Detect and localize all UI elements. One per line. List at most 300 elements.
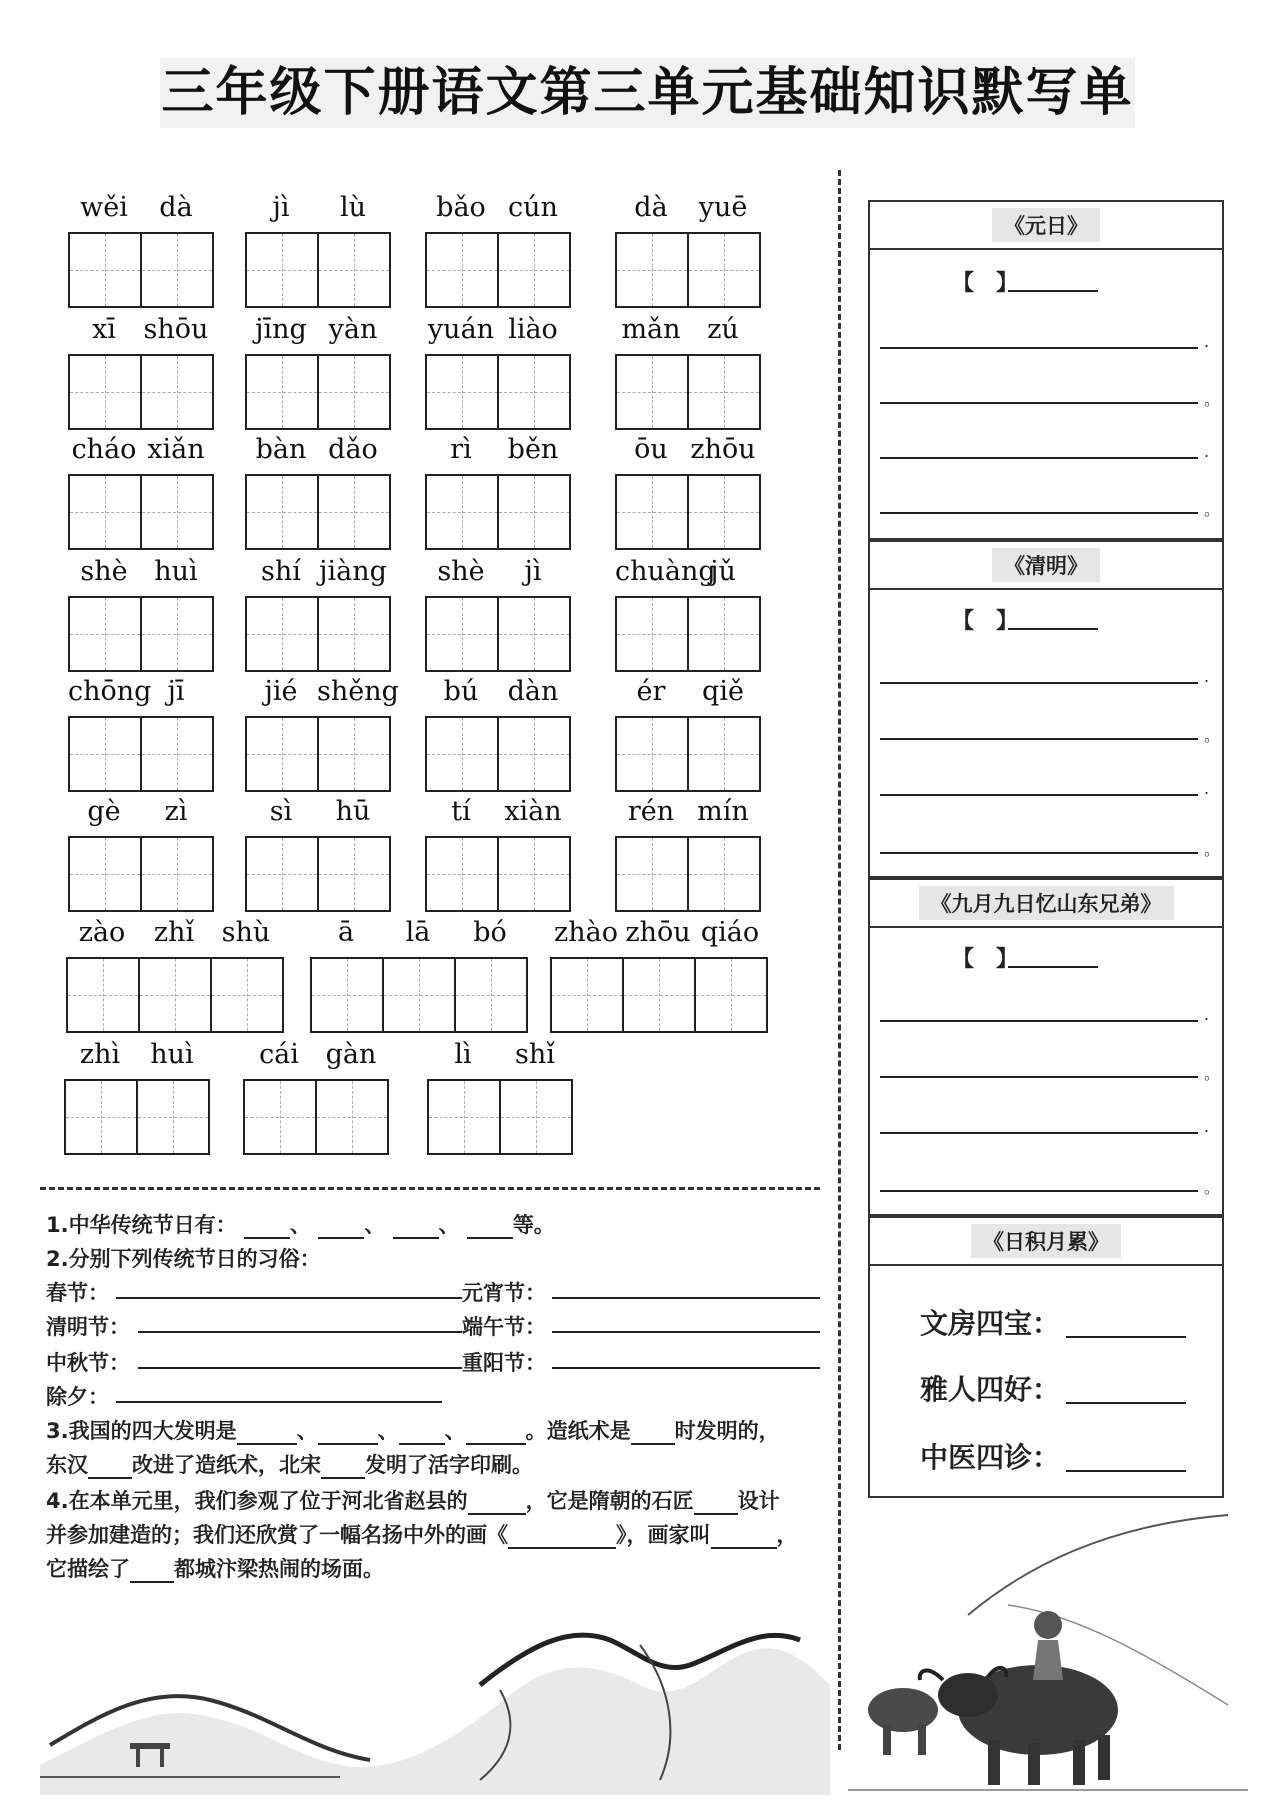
character-box[interactable]: [617, 234, 689, 306]
poem-panel-qingming: [868, 540, 1224, 878]
word-group: [64, 1035, 210, 1155]
q3-text-b: 。造纸术是: [525, 1419, 631, 1443]
pinyin: bǎo: [436, 192, 486, 223]
pinyin-row: [245, 188, 389, 228]
pinyin: chuàng: [615, 556, 716, 587]
pinyin-row: [68, 672, 212, 712]
question-4-line-1: [46, 1485, 780, 1515]
pinyin-row: [615, 552, 759, 592]
poem-line-2-yuanri[interactable]: [880, 402, 1198, 404]
pinyin: wěi: [80, 192, 128, 223]
pinyin: rén: [627, 796, 675, 827]
q1-blank-2[interactable]: [318, 1217, 364, 1239]
word-group: [615, 552, 761, 672]
poem-line-2-qingming[interactable]: [880, 738, 1198, 740]
pinyin: lù: [339, 192, 367, 223]
character-box[interactable]: [689, 838, 761, 910]
word-group: [245, 310, 391, 430]
word-group: [427, 1035, 573, 1155]
pinyin: dàn: [507, 676, 559, 707]
word-group: [245, 188, 391, 308]
character-box[interactable]: [499, 838, 571, 910]
pinyin: zào: [78, 917, 126, 948]
pinyin-row: [68, 792, 212, 832]
pinyin: běn: [507, 434, 559, 465]
character-box[interactable]: [247, 598, 319, 670]
tianzige-boxes: [245, 836, 391, 912]
pinyin: xī: [92, 314, 116, 345]
poem-punct-4: 。: [1204, 1178, 1221, 1197]
tianzige-boxes: [68, 474, 214, 550]
pinyin-row: [425, 792, 569, 832]
pinyin: liào: [508, 314, 558, 345]
poem-title-yuanri: 《元日》: [992, 208, 1100, 242]
festival-line-qingming[interactable]: [138, 1331, 462, 1333]
tianzige-boxes: [245, 232, 391, 308]
poem-author-bracket-jiuyue: 【 】: [952, 947, 1019, 972]
tianzige-boxes: [245, 716, 391, 792]
poem-punct-3: .: [1204, 1117, 1210, 1136]
character-box[interactable]: [142, 476, 214, 548]
poem-line-1-qingming[interactable]: [880, 682, 1198, 684]
word-group: [425, 188, 571, 308]
pinyin-row: [615, 430, 759, 470]
idiom-line-wenfang[interactable]: [1066, 1336, 1186, 1338]
q4-text-d: 并参加建造的；我们还欣赏了一幅名扬中外的画《: [46, 1523, 508, 1547]
pinyin: shù: [221, 917, 271, 948]
character-box[interactable]: [319, 838, 391, 910]
poem-panel-yuanri: [868, 200, 1224, 540]
q4-text-c: 设计: [737, 1489, 780, 1513]
poem-author-line-qingming[interactable]: [1008, 628, 1098, 630]
question-3-line-2: [46, 1449, 533, 1479]
character-box[interactable]: [247, 718, 319, 790]
word-group: [245, 430, 391, 550]
q1-end: 等。: [512, 1213, 555, 1237]
pinyin: cháo: [71, 434, 137, 465]
poem-panel-jiuyue: [868, 878, 1224, 1216]
tianzige-boxes: [245, 354, 391, 430]
pinyin-row: [245, 430, 389, 470]
tianzige-boxes: [245, 596, 391, 672]
pinyin-row: [425, 552, 569, 592]
poem-author-bracket-yuanri: 【 】: [952, 271, 1019, 296]
idiom-label-yaren: 雅人四好：: [920, 1373, 1061, 1406]
pinyin: shè: [437, 556, 485, 587]
poem-author-line-yuanri[interactable]: [1008, 290, 1098, 292]
character-box[interactable]: [140, 959, 212, 1031]
q1-label: 1.中华传统节日有：: [46, 1213, 237, 1237]
character-box[interactable]: [427, 718, 499, 790]
pinyin: mǎn: [621, 314, 681, 345]
vertical-divider: [838, 170, 841, 1750]
poem-line-4-qingming[interactable]: [880, 852, 1198, 854]
poem-punct-1: .: [1204, 332, 1210, 351]
pinyin: zì: [164, 796, 188, 827]
poem-header-qingming: [870, 542, 1222, 590]
word-group: [68, 792, 214, 912]
tianzige-boxes: [615, 354, 761, 430]
character-box[interactable]: [138, 1081, 210, 1153]
pinyin-row: [68, 552, 212, 592]
idiom-line-zhongyi[interactable]: [1066, 1470, 1186, 1472]
tianzige-boxes: [310, 957, 528, 1033]
character-box[interactable]: [617, 476, 689, 548]
character-box[interactable]: [501, 1081, 573, 1153]
pinyin: jīng: [255, 314, 307, 345]
pinyin: ōu: [634, 434, 668, 465]
word-group: [66, 913, 284, 1033]
word-group: [425, 310, 571, 430]
tianzige-boxes: [425, 716, 571, 792]
festival-line-chunjie[interactable]: [116, 1297, 462, 1299]
pinyin: jì: [272, 192, 290, 223]
q1-sep-1: 、: [289, 1213, 311, 1237]
word-group: [425, 552, 571, 672]
tianzige-boxes: [425, 232, 571, 308]
poem-line-1-jiuyue[interactable]: [880, 1020, 1198, 1022]
word-group: [245, 792, 391, 912]
tianzige-boxes: [245, 474, 391, 550]
idiom-label-wenfang: 文房四宝：: [920, 1307, 1061, 1340]
word-group: [310, 913, 528, 1033]
character-box[interactable]: [617, 838, 689, 910]
character-box[interactable]: [499, 234, 571, 306]
q1-sep-3: 、: [438, 1213, 460, 1237]
word-group: [550, 913, 768, 1033]
q4-text-h: 都城汴梁热闹的场面。: [174, 1557, 384, 1581]
character-box[interactable]: [456, 959, 528, 1031]
character-box[interactable]: [247, 838, 319, 910]
poem-punct-1: .: [1204, 667, 1210, 686]
poem-title-jiuyue: 《九月九日忆山东兄弟》: [919, 886, 1174, 920]
pinyin: shǐ: [515, 1039, 555, 1070]
pinyin: lā: [405, 917, 431, 948]
pinyin: jiàng: [319, 556, 387, 587]
character-box[interactable]: [142, 356, 214, 428]
poem-line-3-jiuyue[interactable]: [880, 1132, 1198, 1134]
character-box[interactable]: [617, 718, 689, 790]
character-box[interactable]: [617, 598, 689, 670]
pinyin: shí: [261, 556, 301, 587]
pinyin: gàn: [325, 1039, 377, 1070]
character-box[interactable]: [247, 234, 319, 306]
pinyin: zhōu: [690, 434, 756, 465]
character-box[interactable]: [247, 356, 319, 428]
character-box[interactable]: [319, 598, 391, 670]
q3-text-f: 发明了活字印刷。: [365, 1453, 533, 1477]
word-group: [615, 672, 761, 792]
q3-blank-6[interactable]: [88, 1457, 132, 1479]
pinyin-row: [68, 310, 212, 350]
character-box[interactable]: [247, 476, 319, 548]
pinyin: jǔ: [710, 556, 736, 587]
poem-punct-2: 。: [1204, 390, 1221, 409]
word-group: [68, 310, 214, 430]
q3-text-c: 时发明的，: [674, 1419, 780, 1443]
word-group: [68, 430, 214, 550]
pinyin: dǎo: [328, 434, 378, 465]
pinyin-row: [425, 430, 569, 470]
pinyin: yuán: [427, 314, 495, 345]
pinyin: xiàn: [504, 796, 562, 827]
pinyin-row: [310, 913, 526, 953]
pinyin-row: [243, 1035, 387, 1075]
character-box[interactable]: [689, 476, 761, 548]
character-box[interactable]: [689, 718, 761, 790]
poem-author-line-jiuyue[interactable]: [1008, 966, 1098, 968]
character-box[interactable]: [212, 959, 284, 1031]
pinyin: zhì: [79, 1039, 121, 1070]
word-group: [615, 792, 761, 912]
pinyin-row: [615, 310, 759, 350]
accumulation-header: [870, 1218, 1222, 1266]
q1-blank-1[interactable]: [244, 1217, 290, 1239]
q3-blank-2[interactable]: [318, 1423, 378, 1445]
festival-line-chongyang[interactable]: [552, 1367, 820, 1369]
q4-blank-2[interactable]: [694, 1493, 738, 1515]
character-box[interactable]: [552, 959, 624, 1031]
pinyin: zhǐ: [153, 917, 195, 948]
tianzige-boxes: [615, 596, 761, 672]
character-box[interactable]: [142, 234, 214, 306]
pinyin: yàn: [328, 314, 378, 345]
character-box[interactable]: [427, 598, 499, 670]
q3-blank-7[interactable]: [321, 1457, 365, 1479]
pinyin-row: [550, 913, 766, 953]
character-box[interactable]: [689, 598, 761, 670]
character-box[interactable]: [319, 476, 391, 548]
pinyin-row: [615, 188, 759, 228]
poem-header-jiuyue: [870, 880, 1222, 928]
pinyin: lì: [454, 1039, 472, 1070]
character-box[interactable]: [427, 476, 499, 548]
poem-author-bracket-qingming: 【 】: [952, 609, 1019, 634]
pinyin: xiǎn: [147, 434, 205, 465]
word-group: [68, 552, 214, 672]
character-box[interactable]: [70, 356, 142, 428]
pinyin-row: [425, 672, 569, 712]
word-group: [245, 552, 391, 672]
festival-label-zhongqiu: 中秋节：: [46, 1351, 130, 1375]
character-box[interactable]: [70, 476, 142, 548]
festival-line-chuxi[interactable]: [116, 1401, 442, 1403]
festival-label-duanwu: 端午节：: [462, 1315, 546, 1339]
pinyin-row: [615, 672, 759, 712]
pinyin: zú: [707, 314, 739, 345]
q3-sep-3: 、: [444, 1419, 466, 1443]
poem-line-1-yuanri[interactable]: [880, 347, 1198, 349]
word-group: [68, 672, 214, 792]
pinyin: bàn: [255, 434, 307, 465]
character-box[interactable]: [427, 356, 499, 428]
word-group: [615, 430, 761, 550]
pinyin: huì: [150, 1039, 194, 1070]
pinyin: rì: [450, 434, 472, 465]
festival-label-yuanxiao: 元宵节：: [462, 1281, 546, 1305]
character-box[interactable]: [70, 598, 142, 670]
tianzige-boxes: [615, 716, 761, 792]
festival-label-chunjie: 春节：: [46, 1281, 109, 1305]
poem-line-4-yuanri[interactable]: [880, 512, 1198, 514]
tianzige-boxes: [66, 957, 284, 1033]
pinyin: jié: [264, 676, 298, 707]
character-box[interactable]: [499, 476, 571, 548]
character-box[interactable]: [429, 1081, 501, 1153]
pinyin-row: [245, 552, 389, 592]
q3-text-e: 改进了造纸术，北宋: [132, 1453, 321, 1477]
pinyin: shōu: [143, 314, 209, 345]
q3-text-d: 东汉: [46, 1453, 88, 1477]
character-box[interactable]: [142, 598, 214, 670]
q4-text-g: 它描绘了: [46, 1557, 130, 1581]
character-box[interactable]: [689, 234, 761, 306]
q4-text-e: 》，画家叫: [616, 1523, 711, 1547]
pinyin: qiě: [702, 676, 744, 707]
tianzige-boxes: [425, 474, 571, 550]
poem-punct-3: .: [1204, 442, 1210, 461]
character-box[interactable]: [499, 598, 571, 670]
pinyin: dà: [159, 192, 193, 223]
q1-blank-4[interactable]: [467, 1217, 513, 1239]
tianzige-boxes: [68, 836, 214, 912]
pinyin: sì: [269, 796, 293, 827]
poem-line-3-yuanri[interactable]: [880, 457, 1198, 459]
question-4-line-2: [46, 1519, 798, 1549]
q3-blank-4[interactable]: [466, 1423, 526, 1445]
festival-line-zhongqiu[interactable]: [138, 1367, 462, 1369]
character-box[interactable]: [70, 718, 142, 790]
tianzige-boxes: [68, 232, 214, 308]
pinyin: gè: [87, 796, 121, 827]
pinyin-row: [245, 310, 389, 350]
character-box[interactable]: [427, 838, 499, 910]
character-box[interactable]: [499, 718, 571, 790]
poem-punct-2: 。: [1204, 1064, 1221, 1083]
pinyin: ér: [636, 676, 666, 707]
festival-line-duanwu[interactable]: [552, 1331, 820, 1333]
pinyin: jì: [524, 556, 542, 587]
character-box[interactable]: [319, 718, 391, 790]
tianzige-boxes: [425, 354, 571, 430]
pinyin: zhōu: [625, 917, 691, 948]
word-group: [615, 310, 761, 430]
tianzige-boxes: [615, 232, 761, 308]
q3-sep-1: 、: [296, 1419, 318, 1443]
idiom-label-zhongyi: 中医四诊：: [920, 1441, 1061, 1474]
character-box[interactable]: [70, 838, 142, 910]
q3-blank-5[interactable]: [631, 1423, 675, 1445]
q1-sep-2: 、: [364, 1213, 386, 1237]
character-box[interactable]: [70, 234, 142, 306]
tianzige-boxes: [68, 596, 214, 672]
tianzige-boxes: [615, 474, 761, 550]
character-box[interactable]: [617, 356, 689, 428]
tianzige-boxes: [427, 1079, 573, 1155]
character-box[interactable]: [142, 838, 214, 910]
character-box[interactable]: [689, 356, 761, 428]
pinyin-row: [245, 672, 399, 712]
tianzige-boxes: [68, 354, 214, 430]
pinyin: zhào: [554, 917, 618, 948]
character-box[interactable]: [384, 959, 456, 1031]
character-box[interactable]: [427, 234, 499, 306]
q4-text-a: 4.在本单元里，我们参观了位于河北省赵县的: [46, 1489, 468, 1513]
pinyin-row: [66, 913, 282, 953]
word-group: [425, 430, 571, 550]
q3-sep-2: 、: [377, 1419, 399, 1443]
q4-text-f: ，: [776, 1523, 798, 1547]
pinyin-row: [68, 188, 212, 228]
pinyin: jī: [167, 676, 185, 707]
character-box[interactable]: [312, 959, 384, 1031]
poem-punct-3: .: [1204, 779, 1210, 798]
festival-label-chuxi: 除夕：: [46, 1385, 109, 1409]
q3-blank-3[interactable]: [399, 1423, 445, 1445]
idiom-line-yaren[interactable]: [1066, 1402, 1186, 1404]
horizontal-divider: [40, 1187, 820, 1190]
character-box[interactable]: [68, 959, 140, 1031]
poem-line-3-qingming[interactable]: [880, 794, 1198, 796]
word-group: [425, 792, 571, 912]
character-box[interactable]: [319, 356, 391, 428]
q4-blank-1[interactable]: [468, 1493, 526, 1515]
poem-line-4-jiuyue[interactable]: [880, 1190, 1198, 1192]
mountain-ink-painting: [40, 1565, 830, 1795]
word-group: [615, 188, 761, 308]
pinyin: shè: [80, 556, 128, 587]
character-box[interactable]: [696, 959, 768, 1031]
tianzige-boxes: [64, 1079, 210, 1155]
word-group: [425, 672, 571, 792]
character-box[interactable]: [317, 1081, 389, 1153]
word-group: [243, 1035, 389, 1155]
pinyin: chōng: [68, 676, 152, 707]
pinyin-row: [64, 1035, 208, 1075]
character-box[interactable]: [499, 356, 571, 428]
poem-punct-1: .: [1204, 1005, 1210, 1024]
pinyin: cái: [259, 1039, 299, 1070]
poem-title-qingming: 《清明》: [992, 548, 1100, 582]
q4-text-b: ，它是隋朝的石匠: [525, 1489, 694, 1513]
pinyin-row: [427, 1035, 571, 1075]
character-box[interactable]: [245, 1081, 317, 1153]
pinyin-row: [425, 188, 569, 228]
festival-label-chongyang: 重阳节：: [462, 1351, 546, 1375]
character-box[interactable]: [66, 1081, 138, 1153]
festival-line-yuanxiao[interactable]: [552, 1297, 820, 1299]
question-1: [46, 1209, 555, 1239]
tianzige-boxes: [243, 1079, 389, 1155]
question-3-line-1: [46, 1415, 780, 1445]
q3-blank-1[interactable]: [237, 1423, 297, 1445]
pinyin-row: [615, 792, 759, 832]
q1-blank-3[interactable]: [393, 1217, 439, 1239]
pinyin: yuē: [698, 192, 748, 223]
poem-line-2-jiuyue[interactable]: [880, 1076, 1198, 1078]
accumulation-panel: [868, 1216, 1224, 1498]
pinyin: tí: [451, 796, 471, 827]
q4-blank-3[interactable]: [508, 1527, 616, 1549]
pinyin: huì: [154, 556, 198, 587]
character-box[interactable]: [624, 959, 696, 1031]
pinyin: hū: [335, 796, 371, 827]
character-box[interactable]: [142, 718, 214, 790]
tianzige-boxes: [550, 957, 768, 1033]
character-box[interactable]: [319, 234, 391, 306]
buffalo-rider-ink-painting: [848, 1505, 1248, 1795]
q4-blank-4[interactable]: [711, 1527, 777, 1549]
